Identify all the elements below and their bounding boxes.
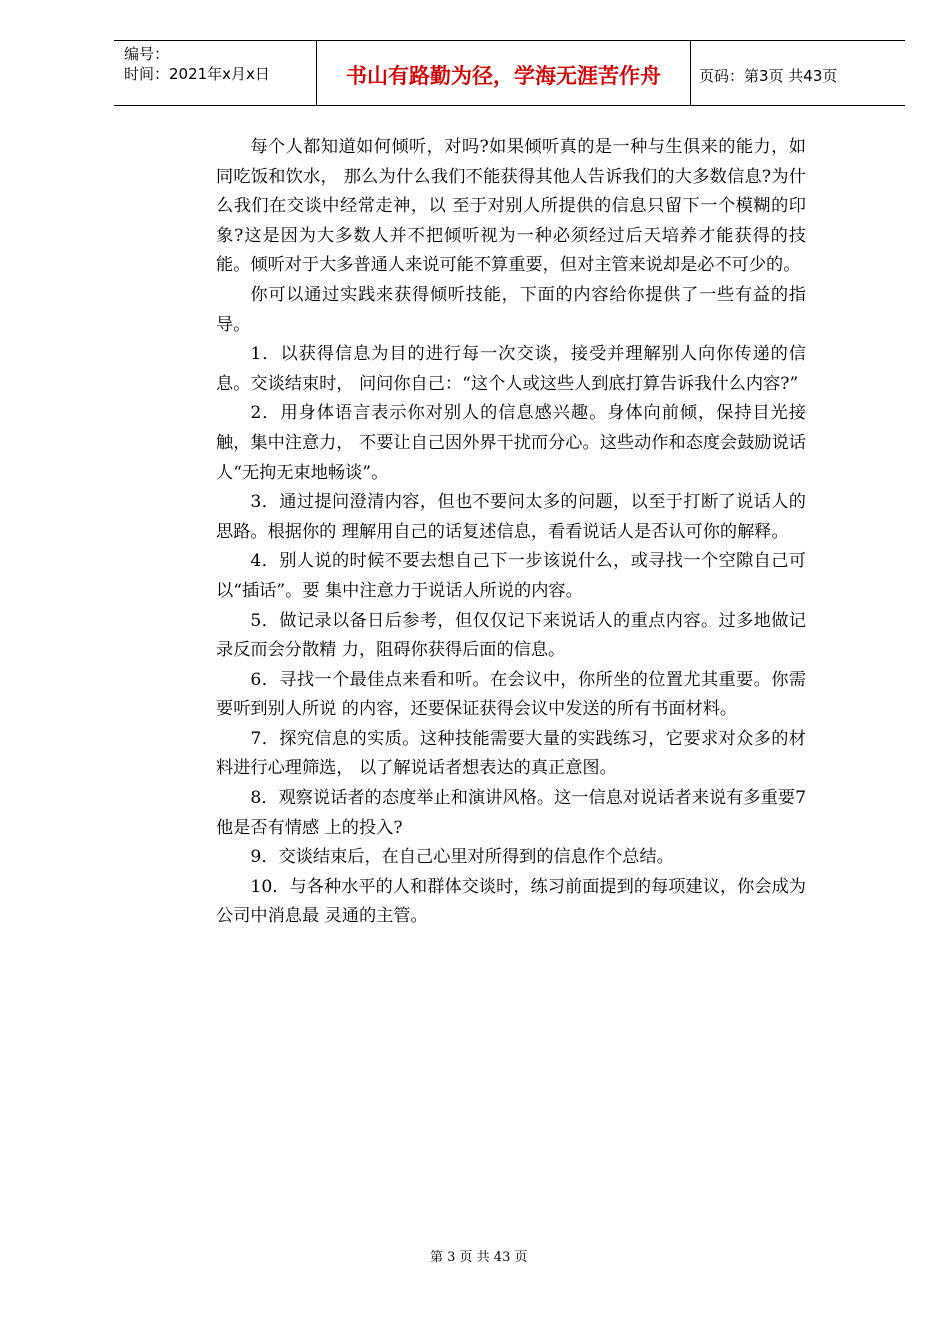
header-meta — [114, 41, 316, 105]
header-motto: 书山有路勤为径，学海无涯苦作舟 — [316, 41, 691, 105]
paragraph: 7．探究信息的实质。这种技能需要大量的实践练习，它要求对众多的材料进行心理筛选， 以了解说话者想表达的真正意图。 — [216, 728, 806, 779]
paragraph: 每个人都知道如何倾听，对吗?如果倾听真的是一种与生俱来的能力，如同吃饭和饮水， 那么为什么我们不能获得其他人告诉我们的大多数信息?为什么我们在交谈中经常走神，以 至于对别人所提供的信息只留下一个模糊的印象?这是因为大多数人并不把倾听视为一种必须经过后天培养才能获得的技能。倾听对于大多普通人来说可能不算重要，但对主管来说却是必不可少的。 — [216, 137, 806, 276]
document-body — [216, 133, 806, 932]
paragraph: 5．做记录以备日后参考，但仅仅记下来说话人的重点内容。过多地做记录反而会分散精 力，阻碍你获得后面的信息。 — [216, 610, 806, 661]
paragraph: 3．通过提问澄清内容，但也不要问太多的问题，以至于打断了说话人的思路。根据你的 理解用自己的话复述信息，看看说话人是否认可你的解释。 — [216, 492, 806, 542]
document-time-label: 时间：2021年x月x日 — [124, 65, 270, 83]
paragraph: 10．与各种水平的人和群体交谈时，练习前面提到的每项建议，你会成为公司中消息最 灵通的主管。 — [216, 876, 806, 927]
paragraph: 你可以通过实践来获得倾听技能，下面的内容给你提供了一些有益的指导。 — [216, 284, 806, 335]
paragraph: 8．观察说话者的态度举止和演讲风格。这一信息对说话者来说有多重要7他是否有情感 上的投入? — [216, 788, 806, 838]
page-header — [114, 40, 905, 106]
page-footer: 第 3 页 共 43 页 — [430, 1250, 528, 1265]
paragraph: 4．别人说的时候不要去想自己下一步该说什么，或寻找一个空隙自己可以“插话”。要 集中注意力于说话人所说的内容。 — [216, 551, 806, 601]
header-page-number: 页码：第3页 共43页 — [699, 66, 838, 85]
paragraph: 6．寻找一个最佳点来看和听。在会议中，你所坐的位置尤其重要。你需要听到别人所说 的内容，还要保证获得会议中发送的所有书面材料。 — [216, 669, 806, 720]
paragraph: 2．用身体语言表示你对别人的信息感兴趣。身体向前倾，保持目光接触，集中注意力， 不要让自己因外界干扰而分心。这些动作和态度会鼓励说话人“无拘无束地畅谈”。 — [216, 403, 806, 483]
paragraph: 9．交谈结束后，在自己心里对所得到的信息作个总结。 — [250, 847, 674, 868]
document-number-label: 编号： — [124, 45, 170, 63]
paragraph: 1．以获得信息为目的进行每一次交谈，接受并理解别人向你传递的信息。交谈结束时， 问问你自己：“这个人或这些人到底打算告诉我什么内容?” — [216, 344, 806, 394]
